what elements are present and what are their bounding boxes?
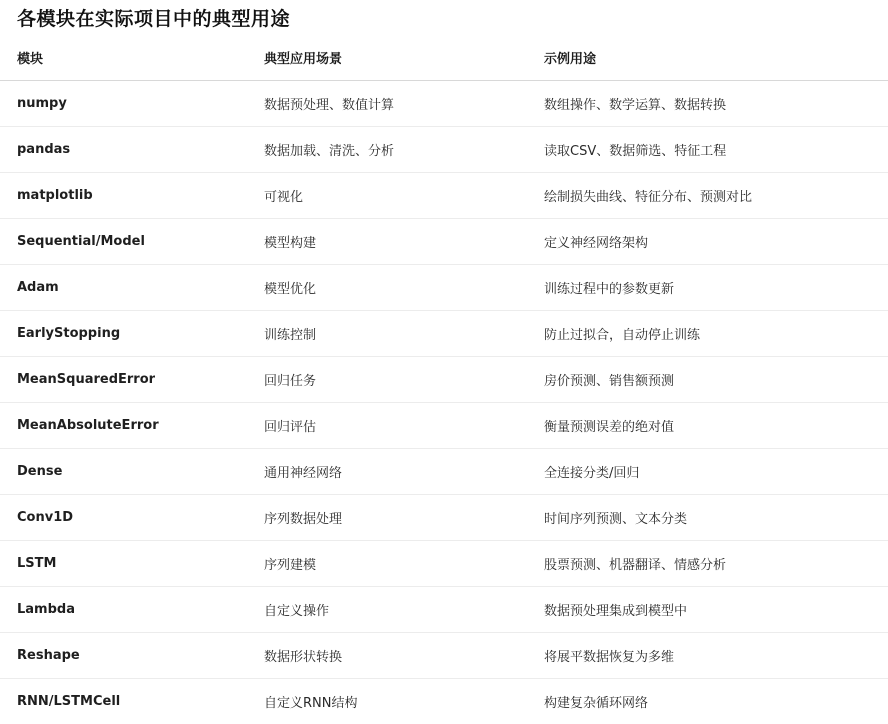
module-name-cell: Sequential/Model <box>0 219 264 265</box>
usage-cell: 训练过程中的参数更新 <box>544 265 888 311</box>
usage-cell: 读取CSV、数据筛选、特征工程 <box>544 127 888 173</box>
module-name-cell: matplotlib <box>0 173 264 219</box>
module-name-cell: Lambda <box>0 587 264 633</box>
usage-cell: 时间序列预测、文本分类 <box>544 495 888 541</box>
table-row <box>0 449 888 495</box>
table-row <box>0 219 888 265</box>
table-row <box>0 587 888 633</box>
module-name-cell: Conv1D <box>0 495 264 541</box>
page-title: 各模块在实际项目中的典型用途 <box>17 4 290 31</box>
scenario-cell: 序列数据处理 <box>264 495 544 541</box>
table-header-row <box>0 34 888 81</box>
usage-cell: 构建复杂循环网络 <box>544 679 888 724</box>
module-name-cell: MeanSquaredError <box>0 357 264 403</box>
scenario-cell: 序列建模 <box>264 541 544 587</box>
scenario-cell: 数据预处理、数值计算 <box>264 81 544 127</box>
scenario-cell: 回归评估 <box>264 403 544 449</box>
scenario-cell: 自定义RNN结构 <box>264 679 544 724</box>
usage-cell: 全连接分类/回归 <box>544 449 888 495</box>
table-row <box>0 311 888 357</box>
table-row <box>0 81 888 127</box>
table-row <box>0 265 888 311</box>
table-row <box>0 127 888 173</box>
usage-cell: 数组操作、数学运算、数据转换 <box>544 81 888 127</box>
module-name-cell: MeanAbsoluteError <box>0 403 264 449</box>
usage-cell: 定义神经网络架构 <box>544 219 888 265</box>
table-row <box>0 633 888 679</box>
header-module: 模块 <box>0 34 264 81</box>
table-header <box>0 34 888 81</box>
table-row <box>0 495 888 541</box>
scenario-cell: 自定义操作 <box>264 587 544 633</box>
usage-cell: 衡量预测误差的绝对值 <box>544 403 888 449</box>
module-name-cell: Dense <box>0 449 264 495</box>
scenario-cell: 模型优化 <box>264 265 544 311</box>
module-usage-table <box>0 34 888 724</box>
module-name-cell: RNN/LSTMCell <box>0 679 264 724</box>
table-row <box>0 403 888 449</box>
scenario-cell: 训练控制 <box>264 311 544 357</box>
scenario-cell: 通用神经网络 <box>264 449 544 495</box>
usage-cell: 数据预处理集成到模型中 <box>544 587 888 633</box>
table-body <box>0 81 888 724</box>
module-name-cell: Adam <box>0 265 264 311</box>
scenario-cell: 可视化 <box>264 173 544 219</box>
scenario-cell: 数据加载、清洗、分析 <box>264 127 544 173</box>
scenario-cell: 模型构建 <box>264 219 544 265</box>
module-name-cell: numpy <box>0 81 264 127</box>
module-name-cell: EarlyStopping <box>0 311 264 357</box>
table-row <box>0 679 888 724</box>
usage-cell: 股票预测、机器翻译、情感分析 <box>544 541 888 587</box>
usage-cell: 房价预测、销售额预测 <box>544 357 888 403</box>
scenario-cell: 数据形状转换 <box>264 633 544 679</box>
table-row <box>0 173 888 219</box>
table-row <box>0 541 888 587</box>
usage-cell: 绘制损失曲线、特征分布、预测对比 <box>544 173 888 219</box>
table-row <box>0 357 888 403</box>
header-scenario: 典型应用场景 <box>264 34 544 81</box>
usage-cell: 将展平数据恢复为多维 <box>544 633 888 679</box>
module-name-cell: pandas <box>0 127 264 173</box>
scenario-cell: 回归任务 <box>264 357 544 403</box>
usage-cell: 防止过拟合，自动停止训练 <box>544 311 888 357</box>
module-name-cell: LSTM <box>0 541 264 587</box>
header-usage: 示例用途 <box>544 34 888 81</box>
module-name-cell: Reshape <box>0 633 264 679</box>
